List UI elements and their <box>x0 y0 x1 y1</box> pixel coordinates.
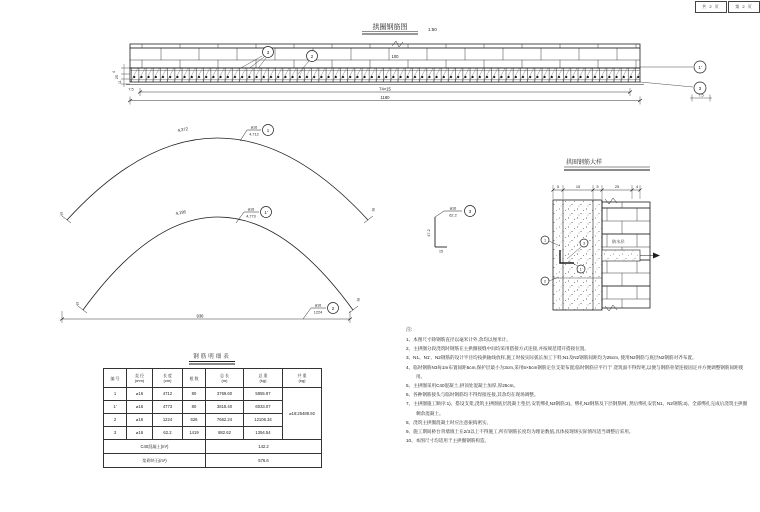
svg-text:⌀16: ⌀16 <box>314 303 322 308</box>
page-number-box: 第 2 页 <box>728 1 760 13</box>
svg-text:1: 1 <box>543 238 547 243</box>
svg-text:11: 11 <box>118 80 122 84</box>
arc1-end-left: 16 <box>59 211 64 217</box>
arc2-end-left: 16 <box>75 301 80 307</box>
svg-text:5: 5 <box>556 185 560 189</box>
svg-text:62.2: 62.2 <box>449 213 457 218</box>
table-row: 1 ⌀16 4712 80 3769.60 5955.97 ⌀16:25489.92 <box>104 388 322 401</box>
svg-text:25: 25 <box>115 75 119 79</box>
dim-mid: 100 <box>391 54 399 59</box>
dim-row-total <box>128 95 642 105</box>
svg-text:⌀16: ⌀16 <box>250 125 258 130</box>
summary-row <box>104 454 322 468</box>
svg-text:25: 25 <box>614 185 620 189</box>
svg-text:7.5: 7.5 <box>698 93 704 98</box>
arc-bar1 <box>59 125 376 224</box>
svg-text:7.5: 7.5 <box>128 87 134 92</box>
svg-text:2: 2 <box>310 53 314 59</box>
svg-text:4: 4 <box>635 185 639 189</box>
svg-text:3: 3 <box>698 85 702 91</box>
col-header: 总 重 (kg) <box>244 369 283 388</box>
svg-text:1': 1' <box>698 64 702 70</box>
svg-text:1: 1 <box>266 127 270 133</box>
svg-text:936: 936 <box>196 313 204 319</box>
detail-title: 拱圈钢筋大样 <box>566 160 603 166</box>
arc1-length: 4,372 <box>177 126 189 133</box>
note-line: 7、主拱圈施工顺序:1)、搭设支架,浇筑主拱圈底层混凝土垫层,安装绑扎N3钢筋;2)、绑扎N2钢筋及下层钢筋网, 然后绑扎安装N1、N2钢筋;3)、全部绑扎完成后浇筑主拱圈剩余混凝土。 <box>406 401 748 416</box>
notes-heading: 注: <box>406 327 413 333</box>
col-header: 编 号 <box>104 369 127 388</box>
title-underline-thick <box>189 363 235 365</box>
summary-value: 576.6 <box>206 454 322 468</box>
section-scale: 1:50 <box>428 27 437 32</box>
callout-right-bottom <box>640 82 706 94</box>
col-header: 共 重 (kg) <box>283 369 322 388</box>
arc1-end-right: 16 <box>371 207 376 213</box>
arrow-icon <box>653 253 660 259</box>
arc2-span-dim <box>60 311 352 323</box>
svg-text:4: 4 <box>112 71 116 73</box>
section-title: 拱圈钢筋图 <box>372 24 408 31</box>
svg-text:2: 2 <box>543 279 547 284</box>
svg-text:15: 15 <box>439 249 443 254</box>
note-line: 1、本图尺寸除钢筋直径以毫米计外,余均以厘米计。 <box>406 337 511 342</box>
svg-text:15: 15 <box>575 185 581 189</box>
col-header: 长 度 (cm) <box>153 369 183 388</box>
masonry-band <box>130 44 640 68</box>
svg-text:47.2: 47.2 <box>427 229 431 237</box>
svg-text:3: 3 <box>582 241 586 246</box>
svg-text:5: 5 <box>596 185 599 189</box>
arc2-bar2-callout <box>303 303 339 320</box>
bar3-bend-detail <box>427 206 476 254</box>
arc1-callout <box>240 125 274 142</box>
table-row: 2 ⌀16 1224 626 7662.24 12106.34 <box>104 414 322 427</box>
svg-text:4,773: 4,773 <box>246 214 256 219</box>
note-line: 8、浇筑主拱圈混凝土时应注意振捣密实。 <box>406 419 492 425</box>
svg-text:4,712: 4,712 <box>249 132 259 137</box>
junction-detail-view <box>541 158 660 311</box>
waterproof-layer <box>602 250 640 261</box>
table-title: 钢筋明细表 <box>193 354 231 360</box>
table-row: 1' ⌀16 4773 80 3818.40 6033.07 <box>104 401 322 414</box>
svg-text:1224: 1224 <box>313 310 323 315</box>
note-line: 2、主拱圈分段浇筑时钢筋在主拱圈接缝中间均采用搭接方式连接,并按规范错开搭接位置。 <box>406 346 589 352</box>
total-weight-cell: ⌀16:25489.92 <box>283 388 322 440</box>
col-header: 根 数 <box>183 369 206 388</box>
summary-label: C40混凝土(m³) <box>104 440 206 454</box>
note-line: 10、本图尺寸均适用于主拱圈钢筋构造。 <box>406 438 490 444</box>
layer-label: 防水层 <box>612 239 625 244</box>
callout-right-top <box>640 61 706 73</box>
svg-text:⌀16: ⌀16 <box>247 207 255 212</box>
arch-section-view <box>112 22 712 105</box>
col-header: 总 长 (m) <box>206 369 244 388</box>
svg-text:1': 1' <box>579 267 583 272</box>
arc-bar1p <box>60 207 361 324</box>
title-underline <box>189 361 235 362</box>
rebar-schedule <box>103 352 321 468</box>
svg-text:1': 1' <box>264 209 268 215</box>
arc2-end-right: 16 <box>356 297 361 303</box>
detail-dims <box>552 185 642 199</box>
arc2-callout <box>236 207 272 224</box>
svg-text:3: 3 <box>468 208 472 214</box>
note-line: 5、主拱圈采用C40混凝土,拱顶处混凝土加厚,厚25cm。 <box>406 383 519 389</box>
note-line: 6、各种钢筋接头与临时钢筋均不得焊接连接,其余均在现场调整。 <box>406 392 539 398</box>
svg-text:⌀16: ⌀16 <box>449 206 457 211</box>
arc2-length: 4,195 <box>175 209 187 216</box>
svg-text:3: 3 <box>266 49 270 55</box>
page-count-box: 共 2 页 <box>695 1 727 13</box>
svg-text:74×15: 74×15 <box>379 86 391 92</box>
table-header-row <box>104 369 322 388</box>
svg-text:2: 2 <box>331 305 335 311</box>
summary-row <box>104 440 322 454</box>
summary-value: 142.2 <box>206 440 322 454</box>
svg-text:1180: 1180 <box>380 95 390 100</box>
summary-label: 浆砌块石(m³) <box>104 454 206 468</box>
notes-block <box>406 326 748 445</box>
table-row: 3 ⌀16 62.2 1419 882.62 1394.54 <box>104 427 322 440</box>
note-line: 3、N1、N1'、N2钢筋的设计半径均按拱轴线放样,施工时按实际弧长加工下料;N1及N2钢筋间距均为25cm, 使用N2钢筋与底层N2钢筋对齐布置。 <box>406 355 697 361</box>
note-line: 4、临时钢筋N3每1m布置间距5cm,保护层最小为3cm,采用5×5cm钢筋定位支架布置;临时钢筋应平行于 浇筑面不得焊死,以便与钢筋骨架连接固定并方便调整钢筋间距使用。 <box>406 364 744 379</box>
right-small-dim <box>690 94 712 102</box>
col-header: 直 径 (mm) <box>127 369 153 388</box>
note-line: 9、施工期间桥台背墙填土在2/3以上不得施工,所有钢筋长度均为理论数值,具体按现场实际情况适当调整后采用。 <box>406 429 634 435</box>
